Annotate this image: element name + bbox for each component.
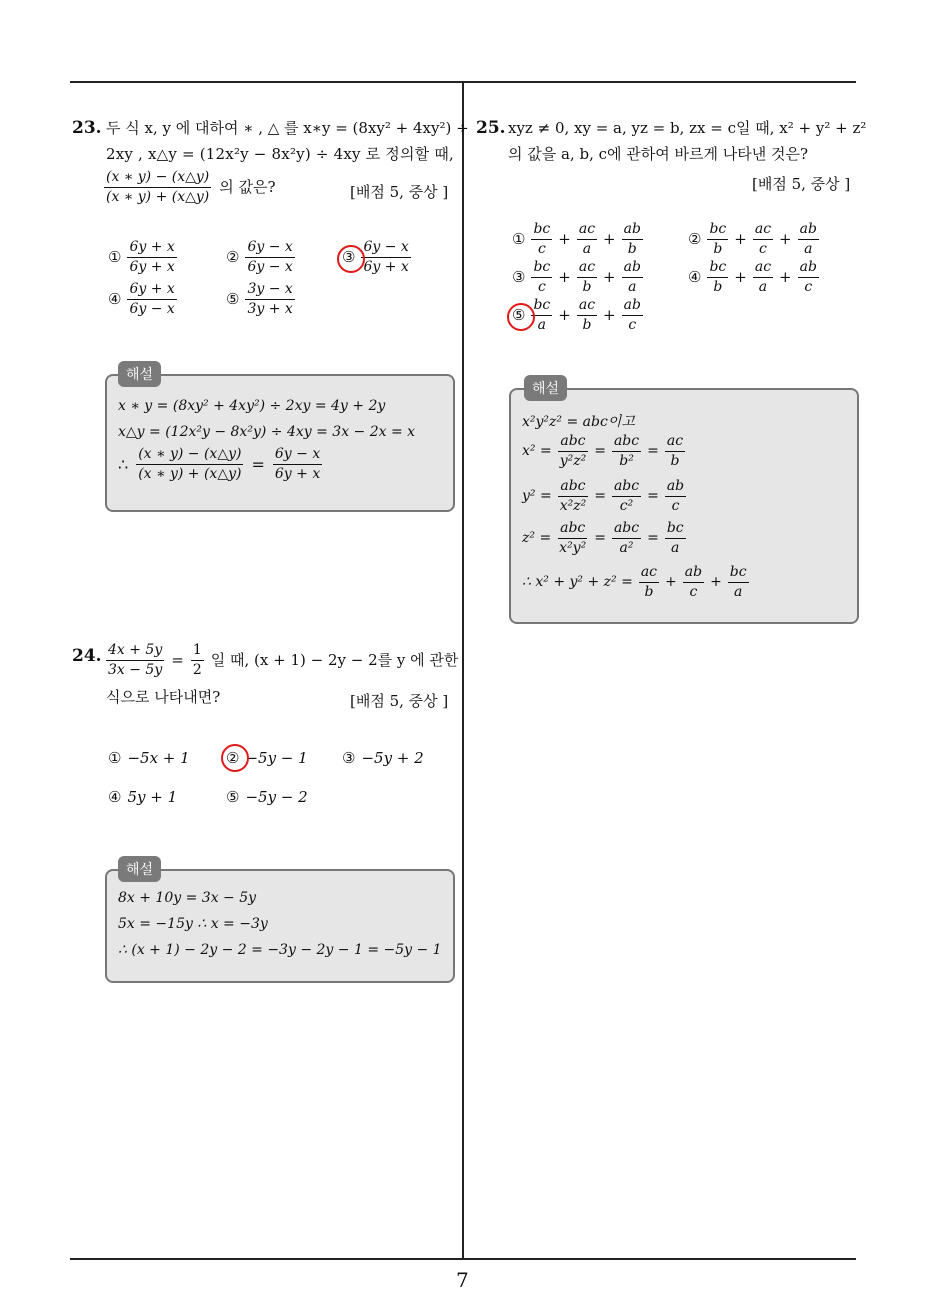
q25-final-t2 — [683, 565, 704, 599]
q23-number: 23. — [72, 118, 102, 138]
q24-line1 — [106, 643, 458, 677]
q24-solution-line2: 5x = −15y ∴ x = −3y — [118, 916, 268, 932]
q25-option-4-term-2 — [753, 260, 773, 294]
q23-line2: 2xy , x△y = (12x²y − 8x²y) ÷ 4xy 로 정의할 때, — [106, 145, 454, 163]
q25-final-t3-num: bc — [728, 565, 749, 583]
q25-opt1-t3-num: ab — [622, 222, 643, 240]
q24-option-1-mark: ① — [108, 749, 122, 767]
bottom-rule — [70, 1258, 856, 1260]
q24-meta: [배점 5, 중상 ] — [350, 692, 449, 710]
q23-option-1-mark: ① — [108, 248, 122, 267]
q25-opt3-t2-den: b — [582, 278, 592, 295]
q25-solution-final: ∴ x² + y² + z² = $\frac{ac}{b}$ + $\frac{ab}{c}$ + $\frac{bc}{a}$ — [522, 564, 747, 600]
q23-solution-eq: = — [251, 454, 265, 474]
q24-option-4-text: 5y + 1 — [127, 788, 178, 806]
q23-option-5-mark: ⑤ — [226, 290, 240, 309]
q25-y2-f3-den: c — [671, 497, 680, 514]
q23-option-2-fraction — [245, 240, 294, 274]
q23-option-3-num: 6y − x — [361, 240, 410, 258]
q24-option-3[interactable] — [342, 749, 424, 767]
q25-opt1-t2-num: ac — [577, 222, 597, 240]
q25-option-2-term-1 — [707, 222, 728, 256]
q23-option-2-mark: ② — [226, 248, 240, 267]
q24-option-5-text: −5y − 2 — [245, 788, 308, 806]
q25-option-5-term-2 — [577, 298, 597, 332]
q25-x2-lhs: x² = — [522, 443, 552, 460]
q25-option-5-term-3 — [622, 298, 643, 332]
q25-y2-f2-num: abc — [612, 479, 641, 497]
q25-opt5-t1-den: a — [537, 316, 547, 333]
q25-solution-z2: z² = $\frac{\text{abc}}{\text{x²y²}}$ = $\frac{\text{abc}}{\text{a²}}$ = $\frac{bc}{a}$ — [522, 520, 684, 556]
q25-option-3[interactable]: ③ $\frac{bc}{c}$ + $\frac{ac}{b}$ + $\frac{ab}{a}$ — [512, 259, 641, 295]
q25-opt3-t1-den: c — [537, 278, 546, 295]
q23-option-1[interactable] — [108, 240, 177, 274]
q24-option-5[interactable] — [226, 788, 308, 806]
q25-y2-f1-num: abc — [558, 479, 587, 497]
q25-opt2-t2-num: ac — [753, 222, 773, 240]
q25-opt2-t3-den: a — [804, 240, 813, 257]
q23-option-3-den: 6y + x — [363, 258, 409, 275]
q23-option-2-den: 6y − x — [247, 258, 293, 275]
q24-solution-line3: ∴ (x + 1) − 2y − 2 = −3y − 2y − 1 = −5y − 1 — [118, 942, 442, 958]
q25-option-5-mark: ⑤ — [512, 306, 526, 325]
q25-opt1-t3-den: b — [627, 240, 637, 257]
q25-x2-f3-num: ac — [665, 434, 685, 452]
q24-option-3-mark: ③ — [342, 749, 356, 767]
q23-option-4-num: 6y + x — [127, 282, 176, 300]
q25-opt2-t3-num: ab — [798, 222, 819, 240]
q23-option-2[interactable] — [226, 240, 295, 274]
q24-option-1-text: −5x + 1 — [127, 749, 190, 767]
q23-solution-box — [105, 374, 455, 512]
q25-solution-label: 해설 — [524, 375, 567, 401]
q25-z2-f1 — [557, 521, 588, 555]
q25-x2-f2-num: abc — [612, 434, 641, 452]
q23-option-4-mark: ④ — [108, 290, 122, 309]
q25-final-t1-num: ac — [639, 565, 659, 583]
q23-solution-frac1-num: (x ∗ y) − (x△y) — [136, 447, 243, 465]
q25-z2-f3-den: a — [671, 539, 680, 556]
q25-option-3-term-3 — [622, 260, 643, 294]
q24-frac-den: 3x − 5y — [108, 661, 163, 678]
q25-option-5[interactable]: ⑤ $\frac{bc}{a}$ + $\frac{ac}{b}$ + $\frac{ab}{c}$ — [512, 297, 641, 333]
q25-option-1-mark: ① — [512, 230, 526, 249]
q23-option-4-fraction — [127, 282, 176, 316]
q25-opt4-t3-den: c — [804, 278, 813, 295]
q24-option-3-text: −5y + 2 — [361, 749, 424, 767]
q25-opt5-t3-den: c — [628, 316, 637, 333]
q23-solution-frac1 — [136, 447, 243, 481]
q23-line1: 두 식 x, y 에 대하여 ∗ , △ 를 x∗y = (8xy² + 4xy²) ÷ — [106, 119, 469, 137]
q25-opt1-t2-den: a — [582, 240, 592, 257]
q23-solution-frac2-num: 6y − x — [273, 447, 322, 465]
q25-opt5-t2-num: ac — [577, 298, 597, 316]
q23-option-5[interactable] — [226, 282, 295, 316]
q25-final-t3-den: a — [734, 583, 743, 600]
q24-fraction — [106, 643, 164, 677]
q25-opt4-t1-den: b — [713, 278, 723, 295]
q23-option-5-num: 3y − x — [245, 282, 294, 300]
q25-option-2-mark: ② — [688, 230, 702, 249]
q24-option-1[interactable] — [108, 749, 190, 767]
q25-solution-line1: x²y²z² = abc이고 — [522, 414, 635, 430]
q25-option-2[interactable]: ② $\frac{bc}{b}$ + $\frac{ac}{c}$ + $\frac{ab}{a}$ — [688, 221, 817, 257]
q25-opt1-t1-den: c — [537, 240, 546, 257]
q25-solution-y2: y² = $\frac{\text{abc}}{\text{x²z²}}$ = $\frac{\text{abc}}{\text{c²}}$ = $\frac{ab}{c}$ — [522, 478, 685, 514]
q25-opt5-t3-num: ab — [622, 298, 643, 316]
q25-x2-f1 — [558, 434, 589, 468]
q25-x2-f1-den: y²z² — [559, 452, 587, 469]
q24-option-4[interactable] — [108, 788, 177, 806]
q24-half-den: 2 — [192, 661, 202, 678]
q23-solution-line3 — [118, 447, 322, 481]
q25-opt4-t2-num: ac — [753, 260, 773, 278]
q23-option-5-den: 3y + x — [247, 300, 293, 317]
q24-half-num: 1 — [191, 643, 204, 661]
q25-option-1-term-3 — [622, 222, 643, 256]
q24-eq: = — [171, 650, 184, 669]
q25-option-2-term-2 — [753, 222, 773, 256]
q24-option-2-text: −5y − 1 — [245, 749, 308, 767]
q23-solution-frac2-den: 6y + x — [274, 465, 321, 482]
q25-x2-f1-num: abc — [558, 434, 587, 452]
q24-half — [191, 643, 204, 677]
q23-option-1-den: 6y + x — [129, 258, 175, 275]
q25-final-t2-num: ab — [683, 565, 704, 583]
q25-x2-f2 — [612, 434, 641, 468]
page-number: 7 — [456, 1268, 469, 1292]
q23-option-1-fraction — [127, 240, 176, 274]
q25-option-3-mark: ③ — [512, 268, 526, 287]
q25-opt5-t1-num: bc — [531, 298, 552, 316]
q24-option-4-mark: ④ — [108, 788, 122, 806]
q23-frac-den: (x ∗ y) + (x△y) — [106, 188, 210, 205]
q23-solution-line2: x△y = (12x²y − 8x²y) ÷ 4xy = 3x − 2x = x — [118, 424, 416, 440]
q25-y2-f1-den: x²z² — [559, 497, 587, 514]
q23-solution-therefore: ∴ — [118, 454, 129, 474]
q25-opt3-t3-den: a — [628, 278, 637, 295]
q23-line3-tail: 의 값은? — [219, 177, 276, 196]
q25-line2: 의 값을 a, b, c에 관하여 바르게 나타낸 것은? — [508, 145, 809, 163]
q25-final-t1-den: b — [644, 583, 654, 600]
q25-opt5-t2-den: b — [582, 316, 592, 333]
q25-z2-lhs: z² = — [522, 530, 552, 547]
q25-opt3-t2-num: ac — [577, 260, 597, 278]
q25-x2-f2-den: b² — [619, 452, 634, 469]
q25-option-4[interactable]: ④ $\frac{bc}{b}$ + $\frac{ac}{a}$ + $\frac{ab}{c}$ — [688, 259, 817, 295]
q25-y2-f2 — [612, 479, 641, 513]
q25-number: 25. — [476, 118, 506, 138]
q25-y2-f3-num: ab — [665, 479, 686, 497]
q25-z2-f2-den: a² — [619, 539, 634, 556]
q25-z2-f1-den: x²y² — [559, 539, 587, 556]
q25-opt4-t2-den: a — [758, 278, 768, 295]
q25-final-t3 — [728, 565, 749, 599]
q25-option-4-term-3 — [798, 260, 819, 294]
q24-line2: 식으로 나타내면? — [106, 688, 221, 706]
q23-solution-frac2 — [273, 447, 322, 481]
q25-meta: [배점 5, 중상 ] — [752, 175, 851, 193]
q25-answer-circle — [507, 303, 535, 331]
q25-opt3-t1-num: bc — [531, 260, 552, 278]
q25-z2-f1-num: abc — [558, 521, 587, 539]
q25-option-4-term-1 — [707, 260, 728, 294]
q25-option-3-term-1 — [531, 260, 552, 294]
q24-number: 24. — [72, 646, 102, 666]
q25-y2-f1 — [558, 479, 589, 513]
q23-answer-circle — [337, 245, 365, 273]
q24-frac-num: 4x + 5y — [106, 643, 164, 661]
q25-option-2-term-3 — [798, 222, 819, 256]
q23-option-4[interactable] — [108, 282, 177, 316]
q23-option-2-num: 6y − x — [245, 240, 294, 258]
q23-question-fraction — [104, 170, 276, 204]
q24-answer-circle — [221, 744, 249, 772]
q24-line1-tail: 일 때, (x + 1) − 2y − 2를 y 에 관한 — [210, 650, 459, 669]
q25-opt4-t3-num: ab — [798, 260, 819, 278]
q25-opt3-t3-num: ab — [622, 260, 643, 278]
q23-option-3-fraction — [361, 240, 410, 274]
q25-option-4-mark: ④ — [688, 268, 702, 287]
q25-final-t1 — [639, 565, 659, 599]
q25-z2-f3-num: bc — [665, 521, 686, 539]
q25-y2-lhs: y² = — [522, 488, 552, 505]
q23-option-1-num: 6y + x — [127, 240, 176, 258]
q23-solution-line1: x ∗ y = (8xy² + 4xy²) ÷ 2xy = 4y + 2y — [118, 398, 386, 414]
q23-solution-frac1-den: (x ∗ y) + (x△y) — [138, 465, 242, 482]
q25-option-1-term-1 — [531, 222, 552, 256]
q25-final-lhs: ∴ x² + y² + z² = — [522, 574, 633, 591]
q23-frac-num: (x ∗ y) − (x△y) — [104, 170, 211, 188]
q25-x2-f3 — [665, 434, 685, 468]
q23-option-5-fraction — [245, 282, 294, 316]
q24-option-5-mark: ⑤ — [226, 788, 240, 806]
q25-option-3-term-2 — [577, 260, 597, 294]
q25-y2-f3 — [665, 479, 686, 513]
q25-opt4-t1-num: bc — [707, 260, 728, 278]
q25-z2-f2 — [612, 521, 641, 555]
q23-option-3-mark: ③ — [342, 248, 356, 267]
q24-solution-line1: 8x + 10y = 3x − 5y — [118, 890, 257, 906]
column-divider — [462, 81, 464, 1259]
q25-final-t2-den: c — [689, 583, 698, 600]
q25-opt1-t1-num: bc — [531, 222, 552, 240]
q25-line1: xyz ≠ 0, xy = a, yz = b, zx = c일 때, x² + y² + z² — [508, 119, 867, 137]
q24-solution-label: 해설 — [118, 856, 161, 882]
q25-z2-f2-num: abc — [612, 521, 641, 539]
q24-option-2-mark: ② — [226, 749, 240, 767]
q25-opt2-t1-den: b — [713, 240, 723, 257]
q23-meta: [배점 5, 중상 ] — [350, 183, 449, 201]
q25-x2-f3-den: b — [670, 452, 680, 469]
q25-solution-x2: x² = $\frac{\text{abc}}{\text{y²z²}}$ = $\frac{\text{abc}}{\text{b²}}$ = $\frac{ac}{b}$ — [522, 433, 684, 469]
q23-fraction — [104, 170, 211, 204]
q25-y2-f2-den: c² — [619, 497, 634, 514]
q25-z2-f3 — [665, 521, 686, 555]
q25-option-1-term-2 — [577, 222, 597, 256]
q23-option-4-den: 6y − x — [129, 300, 175, 317]
q23-solution-label: 해설 — [118, 361, 161, 387]
q25-opt2-t2-den: c — [759, 240, 767, 257]
q25-option-1[interactable]: ① $\frac{bc}{c}$ + $\frac{ac}{a}$ + $\frac{ab}{b}$ — [512, 221, 641, 257]
q25-opt2-t1-num: bc — [707, 222, 728, 240]
